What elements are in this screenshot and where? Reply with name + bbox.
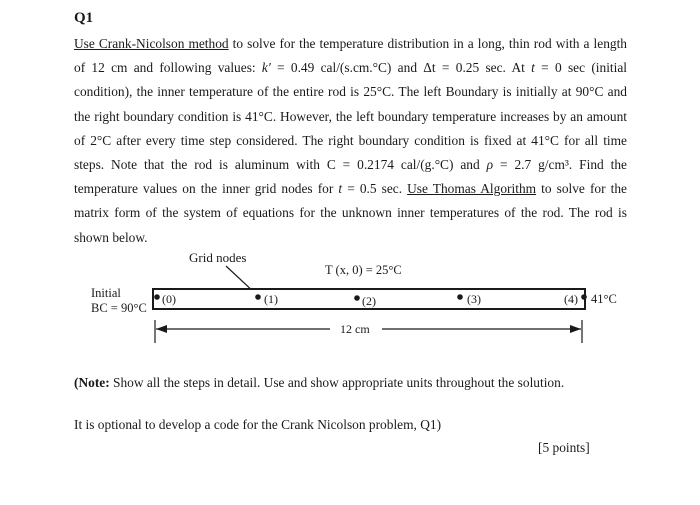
node-3-label: (3) <box>467 292 481 306</box>
node-1-label: (1) <box>264 292 278 306</box>
problem-text-end: to solve for the matrix form of the system of equations for the unknown inner temperatures of the rod. The rod is shown below. <box>74 181 627 245</box>
method-link-text: Use Crank-Nicolson method <box>74 36 229 51</box>
note-paragraph <box>74 372 627 393</box>
initial-bc-label-line1: Initial <box>91 286 121 300</box>
node-1-dot <box>255 294 261 300</box>
node-0-label: (0) <box>162 292 176 306</box>
dt-value: = 0.25 sec. At <box>435 60 532 76</box>
node-4-label: (4) <box>564 292 578 306</box>
node-3-dot <box>457 294 463 300</box>
rho-value: = 2.7 g/cm³. Find the temperature values on the inner grid nodes for <box>74 157 627 197</box>
initial-condition-label: T (x, 0) = 25°C <box>325 263 402 277</box>
t-end-value: = 0.5 sec. <box>342 181 408 197</box>
node-2-label: (2) <box>362 294 376 308</box>
right-bc-label: 41°C <box>591 292 617 306</box>
note-label: (Note: <box>74 375 110 390</box>
dt-symbol: Δt <box>423 60 436 76</box>
t-symbol-2: t <box>338 181 343 197</box>
initial-bc-label-line2: BC = 90°C <box>91 301 147 315</box>
question-title: Q1 <box>74 10 94 26</box>
problem-text-1: to solve for the temperature distribution in a long, thin rod with a length of 12 cm and following values: <box>74 36 627 76</box>
optional-text: It is optional to develop a code for the Crank Nicolson problem, Q1) <box>74 417 442 432</box>
k-value: = 0.49 cal/(s.cm.°C) and <box>270 60 424 76</box>
points-label: [5 points] <box>538 440 590 455</box>
k-symbol: k′ <box>261 60 271 76</box>
length-label: 12 cm <box>340 322 370 336</box>
thomas-link-text: Use Thomas Algorithm <box>407 181 537 197</box>
note-text: Show all the steps in detail. Use and show appropriate units throughout the solution. <box>109 375 565 390</box>
problem-text-2: = 0 sec (initial condition), the inner temperature of the entire rod is 25°C. The left Boundary is initially at 90°C and the right boundary condition is 41°C. However, the left boundary temperature increases by an amount of 2°C after every time step considered. The right boundary condition is fixed at 41°C for all time steps. Note that the rod is aluminum with C = 0.2174 cal/(g.°C) and <box>74 60 628 173</box>
dimension-arrow-right <box>570 325 581 333</box>
node-2-dot <box>354 295 360 301</box>
node-4-dot <box>581 294 587 300</box>
dimension-arrow-left <box>156 325 167 333</box>
node-0-dot <box>154 294 160 300</box>
rho-symbol: ρ <box>486 157 494 173</box>
grid-nodes-label: Grid nodes <box>189 250 247 265</box>
t-symbol-1: t <box>531 60 535 76</box>
